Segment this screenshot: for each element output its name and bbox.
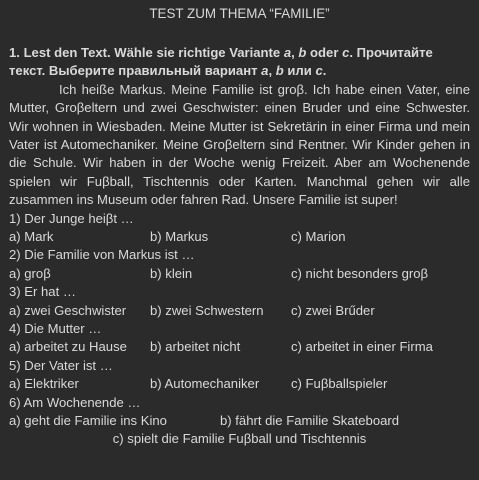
- answers-5: [9, 375, 470, 393]
- answer-b: b) Automechaniker: [150, 376, 260, 392]
- answer-a: a) geht die Familie ins Kino: [9, 412, 167, 428]
- answers-3: [9, 302, 470, 320]
- answers-6: [9, 412, 470, 430]
- answer-b: b) fährt die Familie Skateboard: [220, 412, 400, 428]
- answer-a: a) arbeitet zu Hause: [9, 339, 127, 355]
- reading-text: Ich heiße Markus. Meine Familie ist groβ. Ich habe einen Vater, eine Mutter, Groβeltern und zwei Geschwister: einen Bruder und eine Schwester. Wir wohnen in Wiesbaden. Meine Mutter ist Sekretärin in einer Firma und mein Vater ist Automechaniker. Meine Groβeltern sind Rentner. Wir Kinder gehen in die Schule. Wir haben in der Woche wenig Freizeit. Aber am Wochenende spielen wir Fuβball, Tischtennis oder Karten. Manchmal gehen wir alle zusammen ins Museum oder fahren Rad. Unsere Familie ist super!: [9, 81, 470, 208]
- answers-6-c: [9, 430, 470, 448]
- answer-b: b) Markus: [150, 229, 209, 245]
- answer-c: c) Fuβballspieler: [291, 376, 388, 392]
- task-instruction: 1. Lest den Text. Wähle sie richtige Variante a, b oder c. Прочитайте текст. Выберите правильный вариант a, b или c.: [9, 45, 433, 79]
- question-1: 1) Der Junge heiβt …: [9, 210, 134, 226]
- question-2: 2) Die Familie von Markus ist …: [9, 247, 195, 263]
- question-5: 5) Der Vater ist …: [9, 357, 113, 373]
- answer-a: a) groβ: [9, 265, 51, 281]
- question-4: 4) Die Mutter …: [9, 321, 102, 336]
- answer-a: a) Mark: [9, 229, 54, 245]
- answer-c: c) nicht besonders groβ: [291, 265, 429, 281]
- answer-b: b) zwei Schwestern: [150, 302, 264, 318]
- answers-1: [9, 228, 470, 246]
- answer-c: c) Marion: [291, 229, 346, 245]
- answer-c: c) spielt die Familie Fuβball und Tischtennis: [112, 431, 367, 447]
- answer-b: b) arbeitet nicht: [150, 339, 241, 355]
- question-6: 6) Am Wochenende …: [9, 394, 141, 410]
- answers-4: [9, 338, 470, 356]
- question-3: 3) Er hat …: [9, 284, 76, 300]
- answer-b: b) klein: [150, 265, 193, 281]
- answer-a: a) Elektriker: [9, 376, 79, 392]
- answer-c: c) arbeitet in einer Firma: [291, 339, 433, 355]
- answers-2: [9, 265, 470, 283]
- task-number: 1.: [9, 45, 20, 60]
- answer-c: c) zwei Brűder: [291, 302, 375, 318]
- page-title: TEST ZUM THEMA “FAMILIE”: [149, 6, 330, 21]
- answer-a: a) zwei Geschwister: [9, 302, 127, 318]
